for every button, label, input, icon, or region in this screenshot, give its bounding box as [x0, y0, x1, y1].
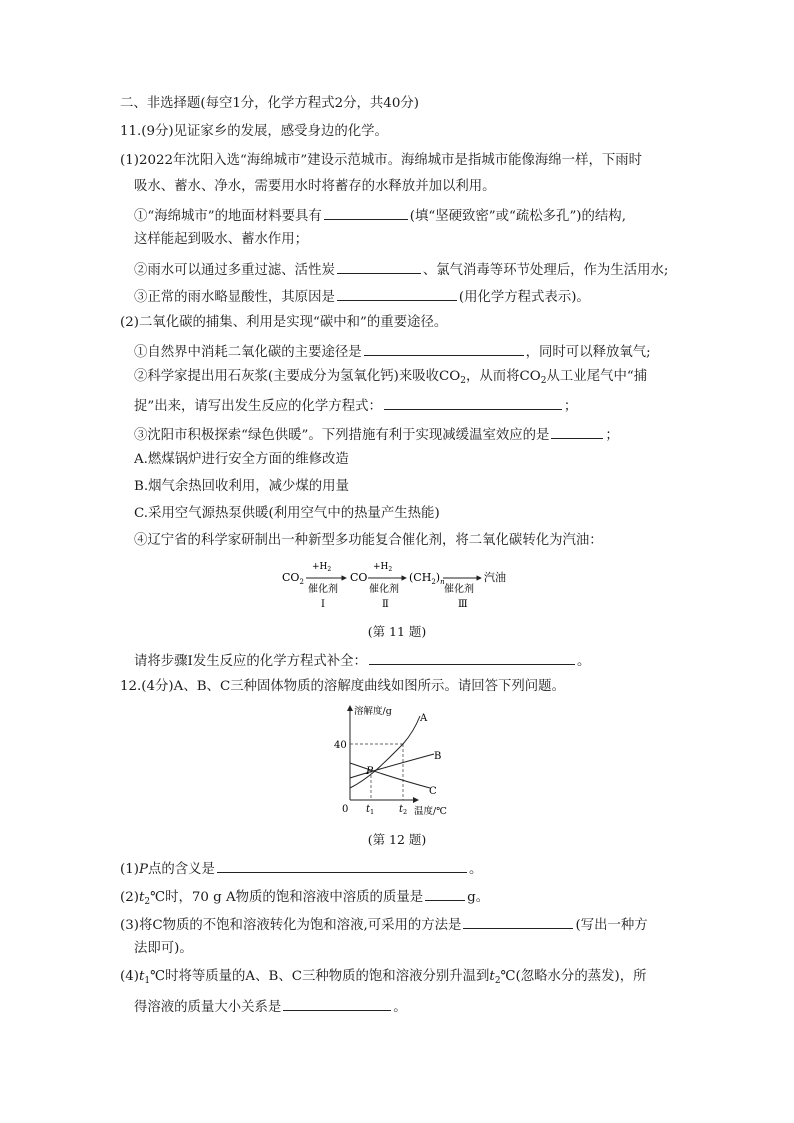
catalyst-label-3: 催化剂	[444, 584, 474, 595]
q12-sub3	[120, 914, 648, 935]
text: ，从而将CO	[466, 369, 541, 384]
step-label-3: Ⅲ	[458, 599, 468, 610]
text: ；	[563, 399, 578, 414]
reaction-scheme	[278, 556, 518, 612]
point-p-label: P	[366, 765, 374, 777]
text: t	[138, 890, 145, 905]
text: ℃时将等质量的A、B、C三种物质的饱和溶液分别升温到	[150, 969, 490, 984]
q11-part1-item2	[134, 259, 668, 280]
text: 。	[576, 654, 591, 669]
text: g。	[467, 890, 490, 905]
step-label-2: Ⅱ	[382, 599, 389, 610]
q12-sub1	[120, 858, 482, 879]
q11-part1-line2: 吸水、蓄水、净水，需要用水时将蓄存的水释放并加以利用。	[134, 179, 496, 194]
catalyst-label-2: 催化剂	[369, 584, 399, 595]
q11-part2-item3	[134, 424, 619, 445]
text: ③沈阳市积极探索“绿色供暖”。下列措施有利于实现减缓温室效应的是	[134, 428, 550, 443]
q12-sub4-cont	[134, 996, 407, 1017]
q12-heading: 12.(4分)A、B、C三种固体物质的溶解度曲线如图所示。请回答下列问题。	[120, 679, 565, 694]
q11-heading: 11.(9分)见证家乡的发展，感受身边的化学。	[120, 124, 388, 139]
series-label-c: C	[429, 786, 437, 797]
q11-part1-item1-cont: 这样能起到吸水、蓄水作用；	[134, 232, 309, 247]
co2-label: $CO_2$	[282, 571, 304, 586]
text: (2)	[120, 890, 139, 905]
text: t	[138, 969, 145, 984]
text: ①“海绵城市”的地面材料要具有	[134, 209, 322, 224]
text: 请将步骤Ⅰ发生反应的化学方程式补全：	[134, 654, 367, 669]
text: 、氯气消毒等环节处理后，作为生活用水;	[422, 263, 669, 278]
q11-part2-item2-cont	[134, 395, 577, 416]
answer-blank[interactable]	[283, 996, 391, 1011]
answer-blank[interactable]	[425, 886, 465, 901]
option-b: B.烟气余热回收利用，减少煤的用量	[134, 479, 349, 494]
x-axis-label: 温度/℃	[414, 806, 447, 817]
answer-blank[interactable]	[384, 395, 562, 410]
q12-figure-caption: (第 12 题)	[367, 832, 427, 847]
subscript: 2	[460, 376, 466, 386]
subscript: 2	[540, 376, 547, 386]
text: ℃(忽略水分的蒸发)，所	[500, 969, 647, 984]
answer-blank[interactable]	[337, 286, 457, 301]
h2-label-1: $+H_2$	[312, 562, 332, 573]
q12-sub2	[120, 886, 489, 911]
text: (用化学方程式表示)。	[458, 290, 590, 305]
text: P	[138, 862, 148, 877]
answer-blank[interactable]	[324, 205, 408, 220]
text: ②雨水可以通过多重过滤、活性炭	[134, 263, 335, 278]
text: 得溶液的质量大小关系是	[134, 1000, 282, 1015]
series-label-a: A	[420, 713, 428, 724]
series-label-b: B	[434, 751, 442, 762]
curve-a	[350, 716, 420, 788]
text: 捉”出来，请写出发生反应的化学方程式：	[134, 399, 382, 414]
subscript: 2	[144, 897, 151, 907]
option-a: A.燃煤锅炉进行安全方面的维修改造	[134, 452, 349, 467]
text: ；	[605, 428, 619, 443]
q12-sub4	[120, 968, 647, 990]
text: (4)	[120, 969, 139, 984]
curve-c	[350, 763, 430, 788]
text: 点的含义是	[147, 862, 215, 877]
origin-label: 0	[342, 804, 349, 815]
text: ①自然界中消耗二氧化碳的主要途径是	[134, 345, 362, 360]
curve-b	[350, 754, 434, 778]
text: ②科学家提出用石灰浆(主要成分为氢氧化钙)来吸收CO	[134, 369, 461, 384]
q11-part1-item3	[134, 286, 590, 307]
gasoline-label: 汽油	[484, 571, 506, 584]
step-label-1: Ⅰ	[321, 599, 325, 610]
x-tick-t2: $t_2$	[399, 804, 408, 816]
text: 从工业尾气中“捕	[546, 369, 648, 384]
co-label: CO	[350, 571, 368, 584]
x-tick-t1: $t_1$	[366, 804, 375, 816]
text: 。	[393, 1000, 407, 1015]
subscript: 2	[494, 976, 501, 986]
answer-blank[interactable]	[364, 341, 524, 356]
y-tick-40: 40	[334, 740, 347, 751]
q11-part1-line1: (1)2022年沈阳入选“海绵城市”建设示范城市。海绵城市是指城市能像海绵一样，下雨时	[120, 153, 643, 168]
q11-part2-item1	[134, 341, 651, 362]
q11-final-prompt	[134, 650, 590, 671]
answer-blank[interactable]	[369, 650, 575, 665]
text: (1)	[120, 862, 139, 877]
answer-blank[interactable]	[217, 858, 467, 873]
q12-sub3-cont: 法即可)。	[134, 941, 193, 956]
y-axis-label: 溶解度/g	[354, 706, 392, 717]
option-c: C.采用空气源热泵供暖(利用空气中的热量产生热能)	[134, 506, 440, 521]
h2-label-2: $+H_2$	[373, 562, 393, 573]
q11-part2-item4: ④辽宁省的科学家研制出一种新型多功能复合催化剂，将二氧化碳转化为汽油：	[134, 533, 603, 548]
text: ③正常的雨水略显酸性，其原因是	[134, 290, 335, 305]
ch2n-label: $(CH_2)_n$	[409, 571, 445, 586]
text: (3)将C物质的不饱和溶液转化为饱和溶液,可采用的方法是	[120, 918, 462, 933]
answer-blank[interactable]	[337, 259, 421, 274]
q11-figure-caption: (第 11 题)	[367, 624, 427, 639]
answer-blank[interactable]	[463, 914, 573, 929]
text: t	[489, 969, 495, 984]
text: (填“坚硬致密”或“疏松多孔”)的结构,	[409, 209, 626, 224]
catalyst-label-1: 催化剂	[308, 584, 338, 595]
answer-blank[interactable]	[551, 424, 603, 439]
solubility-chart	[330, 700, 466, 824]
text: 。	[468, 862, 483, 877]
q11-part1-item1	[134, 205, 626, 226]
section-title: 二、非选择题(每空1分，化学方程式2分，共40分)	[120, 96, 419, 111]
text: ，同时可以释放氧气;	[525, 345, 651, 360]
q11-part2-item2	[134, 368, 647, 390]
subscript: 1	[144, 976, 151, 986]
text: (写出一种方	[575, 918, 648, 933]
text: ℃时，70 g A物质的饱和溶液中溶质的质量是	[150, 890, 424, 905]
q11-part2-line1: (2)二氧化碳的捕集、利用是实现“碳中和”的重要途径。	[120, 315, 448, 330]
